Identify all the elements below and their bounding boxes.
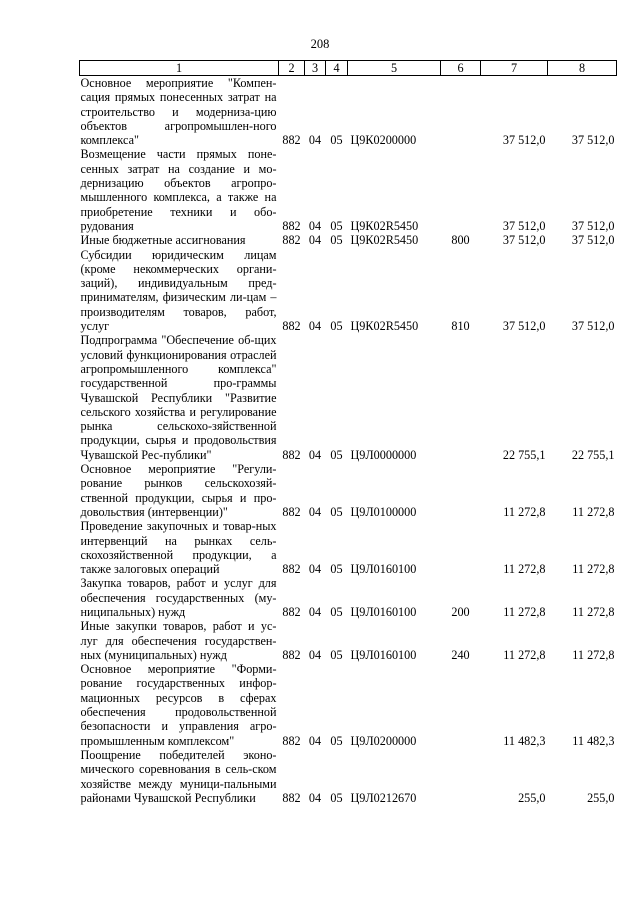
section-code: 04 — [308, 447, 322, 462]
section-code: 04 — [308, 133, 322, 148]
column-header: 8 — [548, 61, 617, 76]
amount-col8: 11 272,8 — [572, 604, 615, 619]
amount-col7: 37 512,0 — [502, 319, 546, 334]
expense-type-code — [441, 333, 481, 462]
expense-type-code — [441, 519, 481, 576]
expense-type-code: 800 — [451, 233, 470, 248]
subsection-code: 05 — [330, 319, 343, 334]
target-article-code: Ц9Л0212670 — [350, 790, 417, 805]
item-name: Субсидии юридическим лицам (кроме некоммерческих органи-заций), индивидуальным пред-принимателям, физическим ли-цам – производителям товаров, работ, услуг — [80, 247, 277, 334]
table-row — [80, 248, 617, 334]
expense-type-code — [441, 147, 481, 233]
target-article-code: Ц9Л0100000 — [350, 504, 417, 519]
table-row — [80, 147, 617, 233]
subsection-code: 05 — [330, 233, 343, 248]
section-code: 04 — [308, 504, 322, 519]
amount-col7: 37 512,0 — [502, 133, 546, 148]
subsection-code: 05 — [330, 733, 343, 748]
expense-type-code: 200 — [451, 604, 470, 619]
column-header: 1 — [80, 61, 279, 76]
amount-col8: 11 482,3 — [572, 733, 615, 748]
subsection-code: 05 — [330, 133, 343, 148]
table-row — [80, 619, 617, 662]
budget-table — [79, 60, 617, 805]
amount-col8: 11 272,8 — [572, 562, 615, 577]
item-name: Закупка товаров, работ и услуг для обеспечения государственных (му-ниципальных) нужд — [80, 576, 277, 619]
table-row — [80, 462, 617, 519]
column-header: 6 — [441, 61, 481, 76]
subsection-code: 05 — [330, 604, 343, 619]
amount-col7: 11 482,3 — [503, 733, 546, 748]
target-article-code: Ц9Л0000000 — [350, 447, 417, 462]
subsection-code: 05 — [330, 647, 343, 662]
grbs-code: 882 — [282, 562, 301, 577]
item-name: Основное мероприятие "Форми-рование государственных инфор-мационных ресурсов в сферах обеспечения продовольственной безопасности и управления агро-промышленным комплексом" — [80, 662, 277, 748]
grbs-code: 882 — [282, 733, 301, 748]
item-name: Основное мероприятие "Компен-сация прямых понесенных затрат на строительство и модерниза-цию объектов агропромышлен-ного комплекса" — [80, 76, 277, 148]
amount-col8: 37 512,0 — [571, 319, 615, 334]
subsection-code: 05 — [330, 218, 343, 233]
expense-type-code: 810 — [451, 319, 470, 334]
column-header: 5 — [348, 61, 441, 76]
section-code: 04 — [308, 790, 322, 805]
amount-col8: 11 272,8 — [572, 647, 615, 662]
target-article-code: Ц9К0200000 — [350, 133, 417, 148]
table-row — [80, 333, 617, 462]
amount-col8: 37 512,0 — [571, 233, 615, 248]
page-number: 208 — [310, 37, 330, 51]
expense-type-code — [441, 748, 481, 805]
item-name: Проведение закупочных и товар-ных интервенций на рынках сель-скохозяйственной продукции, а также залоговых операций — [80, 519, 277, 577]
section-code: 04 — [308, 647, 322, 662]
amount-col8: 255,0 — [587, 790, 615, 805]
amount-col8: 11 272,8 — [572, 504, 615, 519]
subsection-code: 05 — [330, 504, 343, 519]
item-name: Иные бюджетные ассигнования — [80, 233, 246, 248]
target-article-code: Ц9К02R5450 — [350, 233, 419, 248]
grbs-code: 882 — [282, 447, 301, 462]
grbs-code: 882 — [282, 604, 301, 619]
item-name: Основное мероприятие "Регули-рование рынков сельскохозяй-ственной продукции, сырья и про-довольствия (интервенции)" — [80, 462, 277, 519]
grbs-code: 882 — [282, 504, 301, 519]
target-article-code: Ц9Л0160100 — [350, 604, 417, 619]
table-row — [80, 748, 617, 805]
item-name: Возмещение части прямых поне-сенных затрат на создание и мо-дернизацию объектов агропро-мышленного комплекса, а также на приобретение техники и обо-рудования — [80, 147, 277, 233]
grbs-code: 882 — [282, 319, 301, 334]
amount-col7: 37 512,0 — [502, 218, 546, 233]
column-header: 7 — [481, 61, 548, 76]
item-name: Иные закупки товаров, работ и ус-луг для обеспечения государствен-ных (муниципальных) нужд — [80, 619, 277, 662]
amount-col7: 11 272,8 — [503, 504, 546, 519]
column-header: 2 — [279, 61, 305, 76]
amount-col7: 11 272,8 — [503, 604, 546, 619]
amount-col7: 255,0 — [518, 790, 546, 805]
item-name: Поощрение победителей эконо-мического соревнования в сель-ском хозяйстве между муници-пальными районами Чувашской Республики — [80, 747, 277, 805]
table-row — [80, 233, 617, 247]
amount-col7: 22 755,1 — [502, 447, 546, 462]
amount-col7: 11 272,8 — [503, 647, 546, 662]
item-name: Подпрограмма "Обеспечение об-щих условий функционирования отраслей агропромышленного комплекса" государственной про-граммы Чувашской Республики "Развитие сельского хозяйства и регулирование рынка сельскохо-зяйственной продукции, сырья и продовольствия Чувашской Рес-публики" — [80, 333, 277, 462]
amount-col7: 37 512,0 — [502, 233, 546, 248]
target-article-code: Ц9К02R5450 — [350, 319, 419, 334]
section-code: 04 — [308, 233, 322, 248]
amount-col7: 11 272,8 — [503, 562, 546, 577]
amount-col8: 37 512,0 — [571, 218, 615, 233]
section-code: 04 — [308, 562, 322, 577]
grbs-code: 882 — [282, 790, 301, 805]
grbs-code: 882 — [282, 233, 301, 248]
table-row — [80, 519, 617, 576]
subsection-code: 05 — [330, 790, 343, 805]
section-code: 04 — [308, 218, 322, 233]
section-code: 04 — [308, 733, 322, 748]
grbs-code: 882 — [282, 647, 301, 662]
expense-type-code — [441, 662, 481, 748]
expense-type-code: 240 — [451, 647, 470, 662]
target-article-code: Ц9Л0200000 — [350, 733, 417, 748]
subsection-code: 05 — [330, 447, 343, 462]
expense-type-code — [441, 76, 481, 148]
target-article-code: Ц9К02R5450 — [350, 218, 419, 233]
column-header: 4 — [326, 61, 348, 76]
amount-col8: 22 755,1 — [571, 447, 615, 462]
column-number-row — [80, 61, 617, 76]
expense-type-code — [441, 462, 481, 519]
amount-col8: 37 512,0 — [571, 133, 615, 148]
table-row — [80, 76, 617, 148]
column-header: 3 — [305, 61, 326, 76]
grbs-code: 882 — [282, 133, 301, 148]
table-row — [80, 662, 617, 748]
subsection-code: 05 — [330, 562, 343, 577]
section-code: 04 — [308, 319, 322, 334]
section-code: 04 — [308, 604, 322, 619]
table-row — [80, 576, 617, 619]
target-article-code: Ц9Л0160100 — [350, 562, 417, 577]
target-article-code: Ц9Л0160100 — [350, 647, 417, 662]
grbs-code: 882 — [282, 218, 301, 233]
